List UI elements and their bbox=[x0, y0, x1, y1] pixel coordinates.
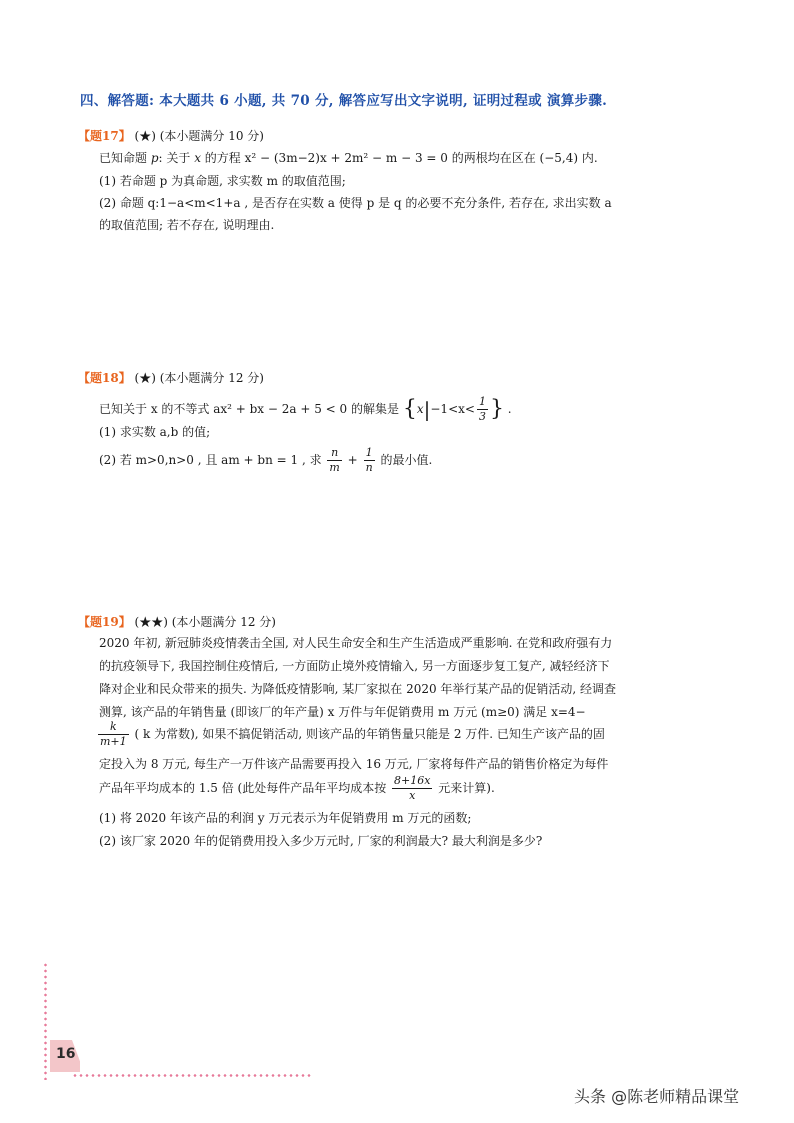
question-19-score: (★★) (本小题满分 12 分) bbox=[134, 615, 276, 629]
page-number: 16 bbox=[56, 1046, 76, 1062]
question-19-line-4: 测算, 该产品的年销售量 (即该厂的年产量) x 万件与年促销费用 m 万元 (m≥0) 满足 x=4− bbox=[99, 705, 586, 719]
question-18-label: 【题18】 bbox=[78, 371, 131, 385]
question-18-part-2 bbox=[99, 446, 432, 475]
fraction-numerator: 1 bbox=[478, 395, 486, 408]
text: (2) 若 m>0,n>0 , 且 am + bn = 1 , 求 bbox=[99, 453, 322, 467]
question-19-line-6: 定投入为 8 万元, 每生产一万件该产品需要再投入 16 万元, 厂家将每件产品的销售价格定为每件 bbox=[99, 757, 609, 771]
text: 产品年平均成本的 1.5 倍 (此处每件产品年平均成本按 bbox=[99, 781, 387, 795]
text: 的最小值. bbox=[380, 453, 433, 467]
question-19-line-7 bbox=[99, 774, 495, 803]
set-brace-close: } bbox=[489, 396, 504, 422]
question-19-line-5 bbox=[96, 720, 605, 749]
fraction-numerator: 8+16x bbox=[394, 774, 431, 787]
fraction-denominator: m bbox=[329, 461, 340, 474]
text: ( k 为常数), 如果不搞促销活动, 则该产品的年销售量只能是 2 万件. 已知生产该产品的固 bbox=[134, 727, 605, 741]
text: 已知关于 x 的不等式 ax² + bx − 2a + 5 < 0 的解集是 bbox=[99, 402, 400, 416]
question-19-label: 【题19】 bbox=[78, 615, 131, 629]
question-18-score: (★) (本小题满分 12 分) bbox=[134, 371, 264, 385]
question-19-line-1: 2020 年初, 新冠肺炎疫情袭击全国, 对人民生命安全和生产生活造成严重影响. 在党和政府强有力 bbox=[99, 636, 613, 650]
plus-sign: + bbox=[347, 453, 358, 467]
set-condition: −1<x< bbox=[430, 402, 475, 416]
fraction-k-over-m-plus-1 bbox=[98, 720, 129, 749]
text: 元来计算). bbox=[438, 781, 495, 795]
fraction-one-third bbox=[477, 395, 488, 424]
question-17-label: 【题17】 bbox=[78, 129, 131, 143]
fraction-denominator: x bbox=[409, 789, 416, 802]
fraction-n-over-m bbox=[327, 446, 341, 475]
question-18-part-1: (1) 求实数 a,b 的值; bbox=[99, 425, 211, 439]
question-17-header bbox=[78, 127, 264, 144]
fraction-average-cost bbox=[392, 774, 432, 803]
text: p bbox=[150, 151, 159, 165]
text: 已知命题 bbox=[99, 151, 151, 165]
text: x bbox=[194, 151, 201, 165]
question-19-part-1: (1) 将 2020 年该产品的利润 y 万元表示为年促销费用 m 万元的函数; bbox=[99, 811, 472, 825]
decorative-dotted-line-horizontal bbox=[72, 1074, 312, 1077]
question-17-stem bbox=[99, 149, 598, 167]
fraction-numerator: k bbox=[98, 720, 129, 735]
question-18-stem: 已知关于 x 的不等式 ax² + bx − 2a + 5 < 0 的解集是 {x|−1<x< $\frac{1}{3}$ } . bbox=[99, 395, 512, 423]
fraction-1-over-n bbox=[364, 446, 375, 475]
fraction-numerator: n bbox=[327, 446, 341, 461]
set-brace-open: { bbox=[402, 396, 417, 422]
set-bar: | bbox=[423, 397, 431, 422]
fraction-denominator: 3 bbox=[478, 410, 486, 423]
question-17-part-2: (2) 命题 q:1−a<m<1+a , 是否存在实数 a 使得 p 是 q 的必要不充分条件, 若存在, 求出实数 a bbox=[99, 196, 612, 210]
text: : 关于 bbox=[158, 151, 195, 165]
set-variable: x bbox=[416, 402, 424, 416]
decorative-dotted-line-vertical bbox=[44, 962, 47, 1080]
question-19-line-3: 降对企业和民众带来的损失. 为降低疫情影响, 某厂家拟在 2020 年举行某产品的促销活动, 经调查 bbox=[99, 682, 617, 696]
question-18-header bbox=[78, 369, 264, 386]
watermark: 头条 @陈老师精品课堂 bbox=[574, 1087, 740, 1106]
question-19-header bbox=[78, 613, 276, 630]
question-17-part-2-cont: 的取值范围; 若不存在, 说明理由. bbox=[99, 218, 275, 232]
fraction-denominator: n bbox=[365, 461, 373, 474]
fraction-denominator: m+1 bbox=[100, 735, 127, 748]
section-title: 四、解答题: 本大题共 6 小题, 共 70 分, 解答应写出文字说明, 证明过程或 演算步骤. bbox=[80, 93, 608, 109]
question-17-score: (★) (本小题满分 10 分) bbox=[134, 129, 264, 143]
fraction-numerator: 1 bbox=[364, 446, 375, 461]
question-17-part-1: (1) 若命题 p 为真命题, 求实数 m 的取值范围; bbox=[99, 174, 346, 188]
text: 的方程 x² − (3m−2)x + 2m² − m − 3 = 0 的两根均在区在 (−5,4) 内. bbox=[200, 151, 598, 165]
question-19-line-2: 的抗疫领导下, 我国控制住疫情后, 一方面防止境外疫情输入, 另一方面逐步复工复产, 减轻经济下 bbox=[99, 659, 610, 673]
question-19-part-2: (2) 该厂家 2020 年的促销费用投入多少万元时, 厂家的利润最大? 最大利润是多少? bbox=[99, 834, 543, 848]
